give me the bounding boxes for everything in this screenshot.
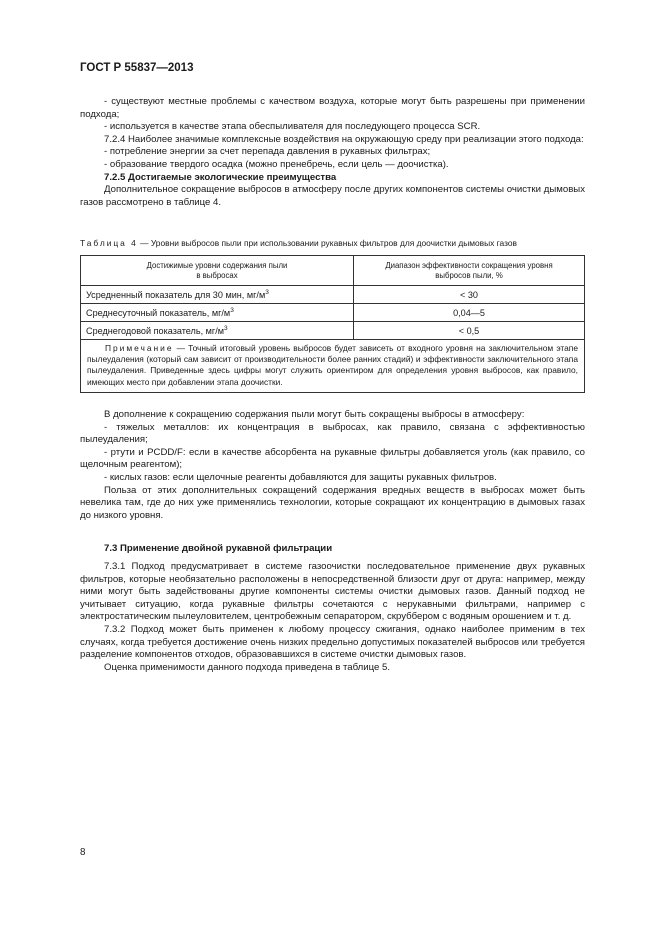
bullet-mercury: - ртути и PCDD/F: если в качестве абсорбента на рукавные фильтры добавляется уголь (как правило, со щелочным реагентом); xyxy=(80,446,585,471)
bullet-acid-gases: - кислых газов: если щелочные реагенты добавляются для защиты рукавных фильтров. xyxy=(104,471,497,483)
heading-7-3: 7.3 Применение двойной рукавной фильтрации xyxy=(104,543,333,554)
paragraph-benefit: Польза от этих дополнительных сокращений содержания вредных веществ в выбросах может быть невелика там, где до них уже применялись технологии, которые сокращают их концентрацию в дымовых газах до низкого уровня. xyxy=(80,484,585,521)
table-4-caption xyxy=(80,238,585,248)
caption-prefix: Таблица 4 xyxy=(80,238,138,248)
table-row xyxy=(81,322,585,340)
row-label: Усредненный показатель для 30 мин, $мг/м^3$ xyxy=(81,286,354,304)
row-label: Среднесуточный показатель, $мг/м^3$ xyxy=(81,304,354,322)
column-header-levels: Достижимые уровни содержания пыли в выбросах xyxy=(81,256,354,286)
bullet-sludge: - образование твердого осадка (можно пренебречь, если цель — доочистка). xyxy=(104,158,449,170)
table-4 xyxy=(80,255,585,393)
paragraph-7-3-1: 7.3.1 Подход предусматривает в системе газоочистки последовательное применение двух рукавных фильтров, которые необязательно расположены в непосредственной близости друг от друга: например, между ними могут быть задействованы другие компоненты системы очистки дымовых газов. Данный подход не учитывает ситуацию, когда рукавные фильтры сочетаются с нерукавными фильтрами, например с электростатическим пылеуловителем, центробежным сепаратором, скруббером с водяным орошением и т. д. xyxy=(80,561,585,623)
paragraph-7-3-2: 7.3.2 Подход может быть применен к любому процессу сжигания, однако наиболее применим в тех случаях, когда требуется достижение очень низких предельно допустимых показателей выбросов или требуется разделение компонентов отходов, образовавшихся в системе очистки дымовых газов. xyxy=(80,623,585,661)
note-label: Примечание xyxy=(105,343,174,353)
row-value: < 30 xyxy=(354,286,585,304)
column-header-range: Диапазон эффективности сокращения уровня выбросов пыли, % xyxy=(354,256,585,286)
note-text: — Точный итоговый уровень выбросов будет зависеть от входного уровня на заключительном этапе пылеудаления (который сам зависит от производительности более ранних стадий) и эффективности заключительного этапа пылеудаления. Приведенные здесь цифры могут служить ориентиром для определения уровня выбросов, как правило, имеющих место при добавлении этапа доочистки. xyxy=(87,343,578,387)
paragraph-7-2-4: 7.2.4 Наиболее значимые комплексные воздействия на окружающую среду при реализации этого подхода: xyxy=(104,133,584,145)
section-7-2-4 xyxy=(80,96,585,209)
bullet-air-quality: - существуют местные проблемы с качеством воздуха, которые могут быть разрешены при применении подхода; xyxy=(80,96,585,120)
paragraph-7-2-5: Дополнительное сокращение выбросов в атмосферу после других компонентов системы очистки дымовых газов рассмотрено в таблице 4. xyxy=(80,184,585,208)
row-value: 0,04—5 xyxy=(354,304,585,322)
paragraph-intro: В дополнение к сокращению содержания пыли могут быть сокращены выбросы в атмосферу: xyxy=(104,409,525,420)
row-label: Среднегодовой показатель, $мг/м^3$ xyxy=(81,322,354,340)
table-note-row xyxy=(81,340,585,393)
page-number: 8 xyxy=(80,847,86,858)
heading-7-2-5: 7.2.5 Достигаемые экологические преимущества xyxy=(104,171,337,183)
document-header: ГОСТ Р 55837—2013 xyxy=(80,62,194,74)
table-note xyxy=(81,340,585,393)
table-row xyxy=(81,304,585,322)
section-7-3 xyxy=(80,561,585,674)
heading-7-3-container xyxy=(80,543,585,556)
bullet-energy: - потребление энергии за счет перепада давления в рукавных фильтрах; xyxy=(104,146,431,158)
bullet-heavy-metals: - тяжелых металлов: их концентрация в выбросах, как правило, связана с эффективностью пылеудаления; xyxy=(80,421,585,446)
paragraph-table-5-ref: Оценка применимости данного подхода приведена в таблице 5. xyxy=(104,661,391,673)
section-additional-benefits xyxy=(80,409,585,522)
table-header-row xyxy=(81,256,585,286)
caption-text: — Уровни выбросов пыли при использовании рукавных фильтров для доочистки дымовых газов xyxy=(137,238,517,248)
table-row xyxy=(81,286,585,304)
row-value: < 0,5 xyxy=(354,322,585,340)
bullet-scr-stage: - используется в качестве этапа обеспыливателя для последующего процесса SCR. xyxy=(104,121,481,133)
